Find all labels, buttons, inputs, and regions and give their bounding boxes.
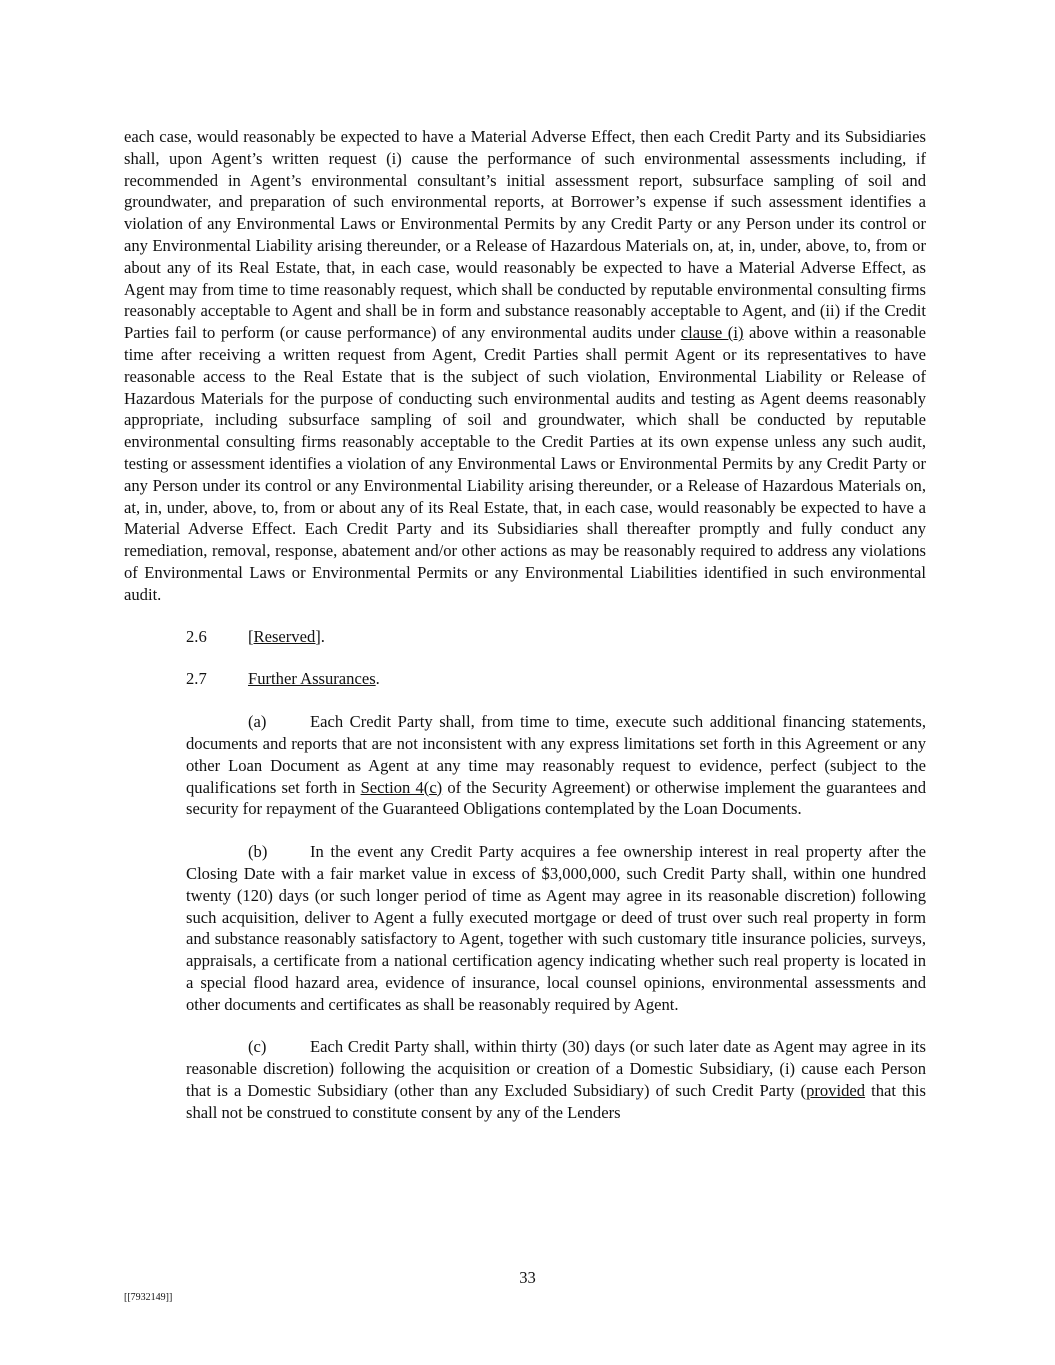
subsection-c bbox=[186, 1036, 926, 1123]
paragraph-text: In the event any Credit Party acquires a fee ownership interest in real property after the Closing Date with a fair market value in excess of $3,000,000, such Credit Party shall, within one hundred twenty (120) days (or such longer period of time as Agent may agree in its reasonable discretion) following such acquisition, deliver to Agent a fully executed mortgage or deed of trust over such real property in form and substance reasonably satisfactory to Agent, together with such customary title insurance policies, surveys, appraisals, a certificate from a national certification agency indicating whether such real property is located in a special flood hazard area, evidence of insurance, local counsel opinions, environmental assessments and other documents and certificates as shall be reasonably required by Agent. bbox=[186, 842, 926, 1014]
provided-term: provided bbox=[806, 1081, 866, 1101]
paragraph-text: of the Security Agreement) or otherwise implement the guarantees and security for repayment of the Guaranteed Obligations contemplated by the Loan Documents. bbox=[186, 777, 927, 819]
document-body bbox=[124, 126, 926, 1145]
page-number: 33 bbox=[519, 1268, 536, 1287]
document-id: [[7932149]] bbox=[124, 1292, 173, 1303]
subsection-label: (a) bbox=[248, 712, 267, 732]
section-4c-reference: Section 4(c) bbox=[360, 777, 443, 797]
section-2-7-heading bbox=[186, 668, 926, 690]
subsection-label: (b) bbox=[248, 842, 268, 862]
paragraph-text: that this shall not be construed to constitute consent by any of the Lenders bbox=[186, 1081, 927, 1122]
section-title: Further Assurances bbox=[248, 669, 376, 689]
section-title-suffix: . bbox=[375, 669, 380, 689]
section-title-suffix: . bbox=[320, 626, 325, 646]
section-number: 2.6 bbox=[186, 626, 207, 646]
paragraph-text: Each Credit Party shall, from time to time, execute such additional financing statements, documents and reports that are not inconsistent with any express limitations set forth in this Agreement or any other Loan Document as Agent at any time may reasonably request to evidence, perfect (subject to the qualifications set forth in bbox=[186, 712, 926, 797]
paragraph-text: Each Credit Party shall, within thirty (30) days (or such later date as Agent may agree in its reasonable discretion) following the acquisition or creation of a Domestic Subsidiary, (i) cause each Person that is a Domestic Subsidiary (other than any Excluded Subsidiary) of such Credit Party ( bbox=[186, 1037, 926, 1101]
section-title: [Reserved] bbox=[248, 626, 321, 646]
subsection-a bbox=[186, 711, 926, 820]
environmental-audit-paragraph bbox=[124, 126, 926, 606]
section-number: 2.7 bbox=[186, 669, 207, 689]
clause-i-reference: clause (i) bbox=[680, 323, 744, 343]
paragraph-text: above within a reasonable time after receiving a written request from Agent, Credit Parties shall permit Agent or its representatives to have reasonable access to the Real Estate that is the subject of such violation, Environmental Liability or Release of Hazardous Materials for the purpose of conducting such environmental audits and testing as Agent deems reasonably appropriate, including subsurface sampling of soil and groundwater, which shall be conducted by reputable environmental consulting firms reasonably acceptable to the Credit Parties at its own expense unless any such audit, testing or assessment identifies a violation of any Environmental Laws or Environmental Permits by any Credit Party or any Person under its control or any Environmental Liability arising thereunder, or a Release of Hazardous Materials on, at, in, under, above, to, from or about any of its Real Estate, that, in each case, would reasonably be expected to have a Material Adverse Effect. Each Credit Party and its Subsidiaries shall thereafter promptly and fully conduct any remediation, removal, response, abatement and/or other actions as may be reasonably required to address any violations of Environmental Laws or Environmental Permits or any Environmental Liabilities identified in such environmental audit. bbox=[124, 323, 926, 604]
paragraph-text: each case, would reasonably be expected to have a Material Adverse Effect, then each Credit Party and its Subsidiaries shall, upon Agent’s written request (i) cause the performance of such environmental assessments including, if recommended in Agent’s environmental consultant’s initial assessment report, subsurface sampling of soil and groundwater, and preparation of such environmental reports, at Borrower’s expense if such assessment identifies a violation of any Environmental Laws or Environmental Permits by any Credit Party or any Person under its control or any Environmental Liability arising thereunder, or a Release of Hazardous Materials on, at, in, under, above, to, from or about any of its Real Estate, that, in each case, would reasonably be expected to have a Material Adverse Effect, as Agent may from time to time reasonably request, which shall be conducted by reputable environmental consulting firms reasonably acceptable to Agent and shall be in form and substance reasonably acceptable to Agent, and (ii) if the Credit Parties fail to perform (or cause performance) of any environmental audits under bbox=[124, 127, 926, 343]
subsection-label: (c) bbox=[248, 1037, 267, 1057]
subsection-b bbox=[186, 841, 926, 1015]
section-2-6-heading bbox=[186, 626, 926, 648]
